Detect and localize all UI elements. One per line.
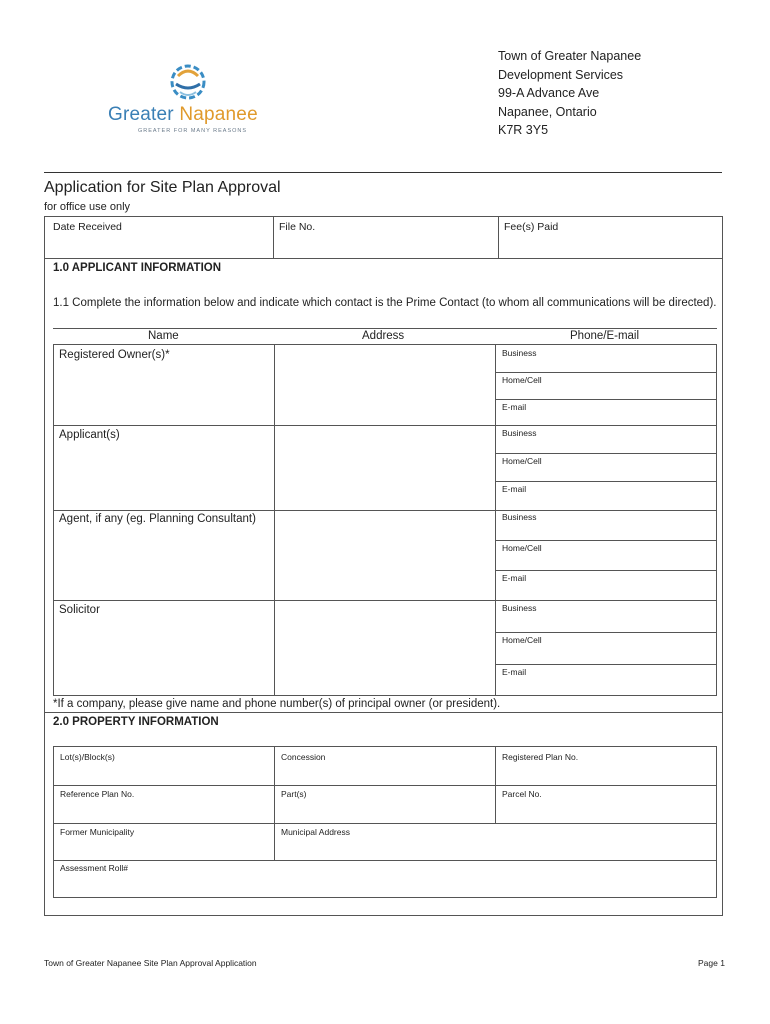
form-title: Application for Site Plan Approval [44,179,281,196]
date-received-field[interactable]: Date Received [53,221,122,233]
row-solicitor: Solicitor [59,604,100,616]
address-line: K7R 3Y5 [498,123,549,137]
agent-home-cell-field[interactable]: Home/Cell [502,543,542,553]
logo-tagline: GREATER FOR MANY REASONS [138,128,248,134]
applicant-home-cell-field[interactable]: Home/Cell [502,456,542,466]
office-use-box [44,216,723,259]
applicant-table [53,344,717,696]
office-address [498,47,641,140]
address-line: 99-A Advance Ave [498,86,600,100]
property-table [53,746,717,898]
address-line: Napanee, Ontario [498,104,597,119]
logo-emblem-icon [168,62,208,104]
town-logo [108,62,278,142]
page-number: Page 1 [698,958,725,968]
owner-home-cell-field[interactable]: Home/Cell [502,375,542,385]
parts-field[interactable]: Part(s) [281,789,307,799]
column-name: Name [148,330,179,342]
row-applicant: Applicant(s) [59,429,120,441]
solicitor-home-cell-field[interactable]: Home/Cell [502,635,542,645]
column-phone-email: Phone/E-mail [570,330,640,342]
logo-word-2: Napanee [179,104,258,125]
solicitor-email-field[interactable]: E-mail [502,667,527,677]
logo-word-1: Greater [108,104,174,125]
registered-plan-field[interactable]: Registered Plan No. [502,752,579,762]
agent-business-field[interactable]: Business [502,512,537,522]
former-municipality-field[interactable]: Former Municipality [60,827,135,837]
fees-paid-field[interactable]: Fee(s) Paid [504,221,559,233]
reference-plan-field[interactable]: Reference Plan No. [60,789,135,799]
address-line: Development Services [498,67,624,82]
row-registered-owner: Registered Owner(s)* [59,349,170,361]
owner-business-field[interactable]: Business [502,348,537,358]
row-agent: Agent, if any (eg. Planning Consultant) [59,513,256,525]
applicant-business-field[interactable]: Business [502,428,537,438]
header-divider [44,172,722,173]
section-2-heading: 2.0 PROPERTY INFORMATION [53,716,219,728]
address-line: Town of Greater Napanee [498,49,642,63]
column-address: Address [362,330,405,342]
lot-block-field[interactable]: Lot(s)/Block(s) [60,752,115,762]
footer-title: Town of Greater Napanee Site Plan Approval Application [44,958,257,968]
solicitor-business-field[interactable]: Business [502,603,537,613]
owner-email-field[interactable]: E-mail [502,402,527,412]
assessment-roll-field[interactable]: Assessment Roll# [60,863,129,873]
applicant-email-field[interactable]: E-mail [502,484,527,494]
municipal-address-field[interactable]: Municipal Address [281,827,350,837]
section-1-heading: 1.0 APPLICANT INFORMATION [53,262,222,274]
company-footnote: *If a company, please give name and phone number(s) of principal owner (or president). [53,698,501,710]
logo-wordmark [108,104,258,126]
file-no-field[interactable]: File No. [279,221,316,233]
office-use-label: for office use only [44,201,131,213]
concession-field[interactable]: Concession [281,752,326,762]
section-1-instruction: 1.1 Complete the information below and indicate which contact is the Prime Contact (to whom all communications will be directed). [53,297,717,309]
agent-email-field[interactable]: E-mail [502,573,527,583]
parcel-no-field[interactable]: Parcel No. [502,789,542,799]
